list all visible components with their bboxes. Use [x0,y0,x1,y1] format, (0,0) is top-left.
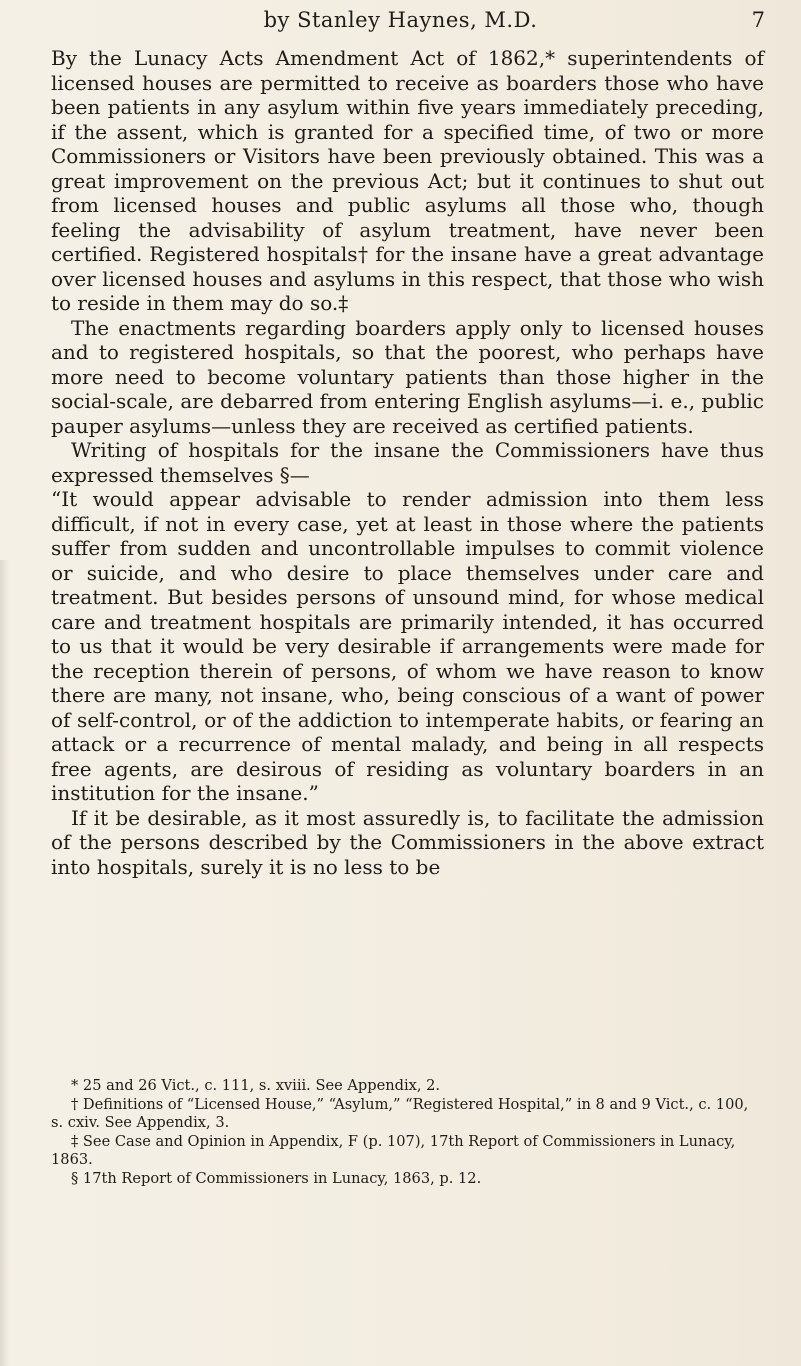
running-head: by Stanley Haynes, M.D. [263,8,538,32]
paragraph-2: The enactments regarding boarders apply only to licensed houses and to registered hospitals, so that the poorest, who perhaps have more need to become voluntary patients than those higher in the social-scale, are debarred from entering English asylums—i. e., public pauper asylums—unless they are received as certified patients. [51,315,764,438]
footnote-2: † Definitions of “Licensed House,” “Asylum,” “Registered Hospital,” in 8 and 9 Vict., c. 100, s. cxiv. See Appendix, 3. [51,1095,749,1131]
page-number: 7 [751,8,765,32]
page-binding-shadow [0,560,10,1366]
paragraph-3: Writing of hospitals for the insane the Commissioners have thus expressed themselves §— [51,438,764,487]
footnote-1: * 25 and 26 Vict., c. 111, s. xviii. See Appendix, 2. [71,1077,441,1094]
footnotes [51,1077,764,1188]
page-header [36,8,765,40]
paragraph-5: If it be desirable, as it most assuredly is, to facilitate the admission of the persons described by the Commissioners in the above extract into hospitals, surely it is no less to be [51,805,764,879]
quoted-paragraph: “It would appear advisable to render admission into them less difficult, if not in every case, yet at least in those where the patients suffer from sudden and uncontrollable impulses to commit violence or suicide, and who desire to place themselves under care and treatment. But besides persons of unsound mind, for whose medical care and treatment hospitals are primarily intended, it has occurred to us that it would be very desirable if arrangements were made for the reception therein of persons, of whom we have reason to know there are many, not insane, who, being conscious of a want of power of self-control, or of the addiction to intemperate habits, or fearing an attack or a recurrence of mental malady, and being in all respects free agents, are desirous of residing as voluntary boarders in an institution for the insane.” [51,487,764,805]
footnote-4: § 17th Report of Commissioners in Lunacy, 1863, p. 12. [71,1169,482,1187]
paragraph-1: By the Lunacy Acts Amendment Act of 1862,* superintendents of licensed houses are permitted to receive as boarders those who have been patients in any asylum within five years immediately preceding, if the assent, which is granted for a specified time, of two or more Commissioners or Visitors have been previously obtained. This was a great improvement on the previous Act; but it continues to shut out from licensed houses and public asylums all those who, though feeling the advisability of asylum treatment, have never been certified. Registered hospitals† for the insane have a great advantage over licensed houses and asylums in this respect, that those who wish to reside in them may do so.‡ [51,46,764,315]
main-text [51,46,764,879]
footnote-3: ‡ See Case and Opinion in Appendix, F (p. 107), 17th Report of Commissioners in Lunacy, 1863. [51,1132,736,1168]
